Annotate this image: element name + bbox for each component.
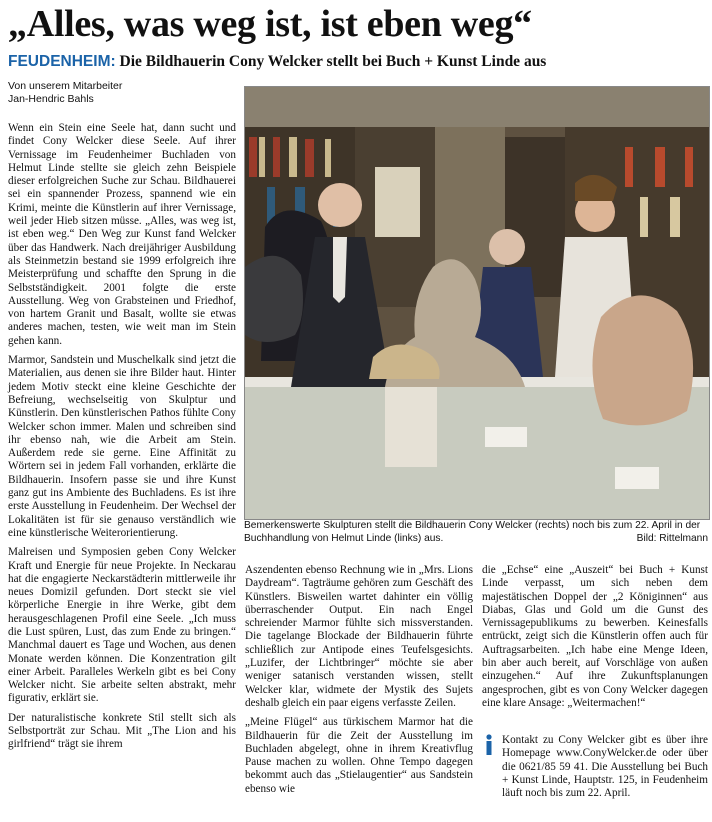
byline-line-1: Von unserem Mitarbeiter [8,80,123,92]
headline: „Alles, was weg ist, ist eben weg“ [8,3,532,45]
paragraph: „Meine Flügel“ aus türkischem Marmor hat die Bildhauerin für die Zeit der Ausstellung im Buchladen abgelegt, ohne in ihrem Kreativflug Pause machen zu wollen. Ohne Tempo dagegen bekommt auch das „Stielaugentier“ aus Sandstein ebenso wie [245,716,473,795]
paragraph: Marmor, Sandstein und Muschelkalk sind jetzt die Materialien, aus denen sie ihre Bilder haut. Hinter jedem Motiv steckt eine kleine Geschichte der Befreiung, wechselseitig von Skulptur und Künstlerin. Den künstlerischen Pathos fühlte Cony Welcker schon immer. Malen und schreiben sind ihr ebenso nah, wie die Arbeit am Stein. Außerdem rede sie gerne. Eine Affinität zu Wörtern sei in jedem Fall vorhanden, erklärte die Bildhauerin. Insofern passe sie und ihre Kunst ganz gut ins Ambiente des Buchladens. Es ist ihre erste Ausstellung in Feudenheim. Der Wechsel der Lokalitäten ist für sie genauso verständlich wie eine künstlerische Weiterorientierung. [8,354,236,539]
caption-text: Bemerkenswerte Skulpturen stellt die Bildhauerin Cony Welcker (rechts) noch bis zum 22. April in der Buchhandlung von Helmut Linde (links) aus. [244,520,701,544]
byline [8,80,238,106]
subheadline-text: Die Bildhauerin Cony Welcker stellt bei Buch + Kunst Linde aus [115,53,547,70]
photo-illustration [245,87,709,519]
info-box [482,734,708,800]
byline-author: Jan-Hendric Bahls [8,93,94,105]
subheadline [8,52,708,72]
paragraph: Wenn ein Stein eine Seele hat, dann sucht und findet Cony Welcker diese Seele. Auf ihrer Vernissage im Feudenheimer Buchladen von Helmut Linde stellte sie gleich zehn Beispiele dieser erfolgreichen Suche zur Schau. Bildhauerei sei ein spannender Prozess, spannend wie ein Krimi, meinte die Künstlerin auf ihrer Vernissage, weil jeder Hieb sitzen müsse. „Alles, was weg ist, ist eben weg.“ Den Weg zur Kunst fand Welcker über das Handwerk. Nach dreijähriger Ausbildung als Steinmetzin bestand sie 1999 erfolgreich ihre Meisterprüfung und schaffte den Sprung in die Selbstständigkeit. 2001 folgte die erste Ausstellung. Weg von Grabsteinen und Friedhof, von hartem Granit und Basalt, wollte sie etwas anderes machen, testen, wie weit man im Stein gehen kann. [8,122,236,347]
photo-caption [244,520,708,545]
location-label: FEUDENHEIM: [8,53,116,70]
article-column-1 [8,122,236,758]
article-column-3 [482,564,708,716]
paragraph: die „Echse“ eine „Auszeit“ bei Buch + Kunst Linde verpasst, um sich neben dem majestätischen Doppel der „2 Königinnen“ aus Diabas, Glas und Gold um die Gunst des Vernissagepublikums zu bewerben. Keinesfalls entrückt, zeigt sich die Künstlerin offen auch für Auftragsarbeiten. „Ich habe eine Menge Ideen, bin aber auch bereit, auf Vorschläge von außen einzugehen.“ Auf ihre Zukunftsplanungen angesprochen, gibt es von Cony Welcker dagegen eine klare Ansage: „Weitermachen!“ [482,564,708,709]
info-text: Kontakt zu Cony Welcker gibt es über ihre Homepage www.ConyWelcker.de oder über die 0621/85 59 41. Die Ausstellung bei Buch + Kunst Linde, Hauptstr. 125, in Feudenheim läuft noch bis zum 22. April. [502,734,708,800]
info-icon [482,734,496,756]
article-column-2 [245,564,473,802]
paragraph: Aszendenten ebenso Rechnung wie in „Mrs. Lions Daydream“. Tagträume gehören zum Geschäft des Künstlers. Bisweilen wartet dahinter ein völlig überraschender Output. Ein nach Engel schreiender Marmor fühlte sich missverstanden. Die tagelange Blockade der Bildhauerin führte schließlich zur Antipode eines Teufelsgesichts. „Luzifer, der Lichtbringer“ möchte sie aber weniger satanisch verstanden wissen, stellt Welcker klar, widmete der Mystik des Sujets deshalb gleich ein paar eigens verfasste Zeilen. [245,564,473,709]
article-photo [244,86,710,520]
paragraph: Der naturalistische konkrete Stil stellt sich als Selbstporträt zur Schau. Mit „The Lion and his girlfriend“ trägt sie ihrem [8,711,236,751]
photo-credit: Bild: Rittelmann [636,532,708,544]
paragraph: Malreisen und Symposien geben Cony Welcker Kraft und Energie für neue Projekte. In Neckarau hat die engagierte Neckarstädterin mittlerweile ihr neues Domizil gefunden. Dort steckt sie viel körperliche Energie in ihre Werke, gibt dem herausgeschlagenen Profil eine Seele. „Ich muss die Lust spüren, Lust, das zum Ende zu bringen.“ Manchmal dauert es Tage und Wochen, aus denen Monate werden können. Die Konzentration gilt einer Arbeit. Paralleles Werkeln gibt es bei Cony Welcker nicht. Sie arbeite selten abstrakt, mehr figurativ, erklärt sie. [8,546,236,705]
